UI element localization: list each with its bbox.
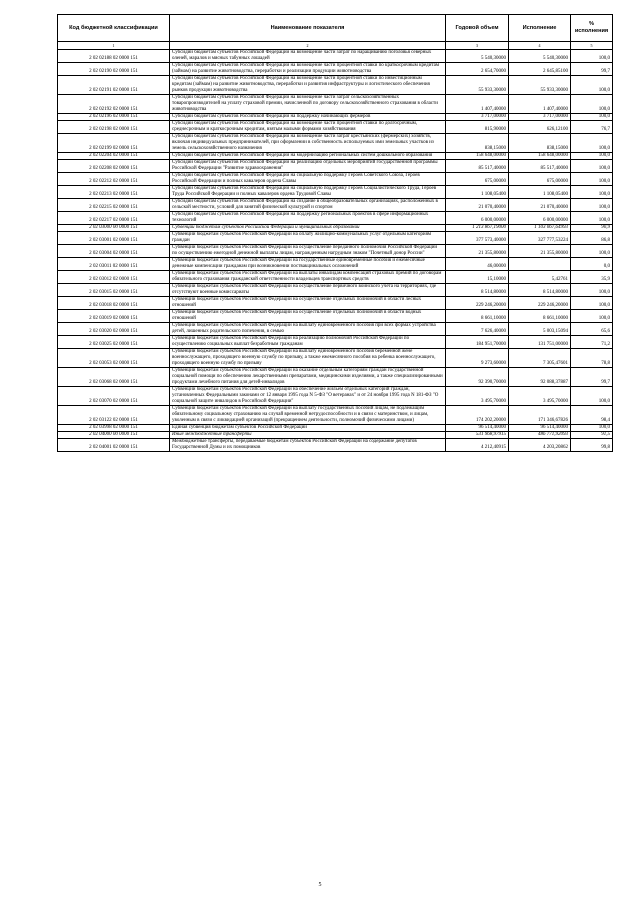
budget-code-cell: 2 02 03998 02 0000 151 xyxy=(58,425,170,432)
budget-execution-table xyxy=(57,14,613,452)
header-code: Код бюджетной классификации xyxy=(58,15,170,42)
indicator-name-cell: Субвенции бюджетам субъектов Российской Федерации на оплату жилищно-коммунальных услуг отдельным категориям граждан xyxy=(170,232,446,245)
execution-cell: 96 514,40000 xyxy=(509,425,571,432)
execution-percent-cell: 35,9 xyxy=(571,271,613,284)
table-row xyxy=(58,271,613,284)
execution-cell: 229 246,20000 xyxy=(509,297,571,310)
execution-percent-cell: 100,0 xyxy=(571,297,613,310)
table-row xyxy=(58,297,613,310)
execution-cell: 55 933,30000 xyxy=(509,76,571,95)
indicator-name-cell: Иные межбюджетные трансферты xyxy=(170,432,446,439)
indicator-name-cell: Субвенции бюджетам субъектов Российской Федерации на реализацию полномочий Российской Федерации по осуществлению социальных выплат безработным гражданам xyxy=(170,336,446,349)
budget-code-cell: 2 02 02215 02 0000 151 xyxy=(58,199,170,212)
table-row xyxy=(58,153,613,160)
execution-percent-cell: 71,2 xyxy=(571,336,613,349)
execution-cell: 21 070,40000 xyxy=(509,199,571,212)
execution-cell: 158 648,00000 xyxy=(509,153,571,160)
execution-percent-cell: 100,0 xyxy=(571,50,613,63)
indicator-name-cell: Субвенции бюджетам субъектов Российской Федерации на выплаты инвалидам компенсаций страховых премий по договорам обязательного страхования гражданской ответственности владельцев транспортных средств xyxy=(170,271,446,284)
indicator-name-cell: Субсидии бюджетам субъектов Российской Федерации на поддержку региональных проектов в сфере информационных технологий xyxy=(170,212,446,225)
indicator-name-cell: Субвенции бюджетам субъектов Российской Федерации на выплату единовременного пособия беременной жене военнослужащего, проходящего военную службу по призыву, а также ежемесячного пособия на ребенка военнослужащего, проходящего военную службу по призыву xyxy=(170,349,446,368)
table-row xyxy=(58,284,613,297)
annual-volume-cell: 531 968,97915 xyxy=(446,432,509,439)
budget-code-cell: 2 02 02188 02 0000 151 xyxy=(58,50,170,63)
execution-percent-cell: 100,0 xyxy=(571,134,613,153)
execution-cell: 8 661,10000 xyxy=(509,310,571,323)
indicator-name-cell: Субвенции бюджетам субъектов Российской Федерации на осуществление отдельных полномочий в области водных отношений xyxy=(170,310,446,323)
budget-code-cell: 2 02 04001 02 0000 151 xyxy=(58,439,170,452)
table-row xyxy=(58,199,613,212)
annual-volume-cell: 377 573,40000 xyxy=(446,232,509,245)
execution-percent-cell: 100,0 xyxy=(571,95,613,114)
execution-cell: 838,15000 xyxy=(509,134,571,153)
execution-percent-cell: 99,7 xyxy=(571,368,613,387)
execution-percent-cell: 100,0 xyxy=(571,245,613,258)
indicator-name-cell: Субвенции бюджетам субъектов Российской Федерации на обеспечение жильем отдельных категорий граждан, установленных Федеральными законами от 12 января 1995 года N 5-ФЗ "О ветеранах" и от 24 ноября 1995 года N 181-ФЗ "О социальной защите инвалидов в Российской Федерации" xyxy=(170,387,446,406)
indicator-name-cell: Субвенции бюджетам субъектов Российской Федерации и муниципальных образований xyxy=(170,225,446,232)
column-number: 5 xyxy=(571,42,613,50)
execution-cell: 6 000,00000 xyxy=(509,212,571,225)
indicator-name-cell: Субвенции бюджетам субъектов Российской Федерации на государственные единовременные пособия и ежемесячные денежные компенсации гражданам при возникновении поствакцинальных осложнений xyxy=(170,258,446,271)
execution-cell: 486 771,92093 xyxy=(509,432,571,439)
execution-percent-cell: 76,7 xyxy=(571,121,613,134)
table-row xyxy=(58,245,613,258)
execution-cell: 4 203,20862 xyxy=(509,439,571,452)
table-body xyxy=(58,50,613,452)
indicator-name-cell: Субвенции бюджетам субъектов Российской Федерации на оказание отдельным категориям граждан государственной социальной помощи по обеспечению лекарственными препаратами, медицинскими изделиями, а также специализированными продуктами лечебного питания для детей-инвалидов xyxy=(170,368,446,387)
execution-percent-cell: 100,0 xyxy=(571,199,613,212)
budget-code-cell: 2 02 03011 02 0000 151 xyxy=(58,258,170,271)
execution-percent-cell: 100,0 xyxy=(571,284,613,297)
budget-code-cell: 2 02 02199 02 0000 151 xyxy=(58,134,170,153)
table-row xyxy=(58,134,613,153)
budget-code-cell: 2 02 03053 02 0000 151 xyxy=(58,349,170,368)
execution-percent-cell: 91,5 xyxy=(571,432,613,439)
execution-percent-cell: 98,4 xyxy=(571,406,613,425)
execution-percent-cell: 0,0 xyxy=(571,258,613,271)
table-row xyxy=(58,387,613,406)
column-number: 2 xyxy=(170,42,446,50)
table-row xyxy=(58,95,613,114)
indicator-name-cell: Субсидии бюджетам субъектов Российской Федерации на социальную поддержку Героев Социалистического Труда, Героев Труда Российской Федерации и полных кавалеров ордена Трудовой Славы xyxy=(170,186,446,199)
annual-volume-cell: 21 355,80000 xyxy=(446,245,509,258)
execution-percent-cell: 100,0 xyxy=(571,160,613,173)
budget-code-cell: 2 02 04000 00 0000 151 xyxy=(58,432,170,439)
indicator-name-cell: Субсидии бюджетам субъектов Российской Федерации на возмещение части процентной ставки по краткосрочным кредитам (займам) на развитие животноводства, переработки и реализации продукции животноводства xyxy=(170,63,446,76)
annual-volume-cell: 1 407,40000 xyxy=(446,95,509,114)
annual-volume-cell: 3 717,00000 xyxy=(446,114,509,121)
execution-cell: 1 103 067,64993 xyxy=(509,225,571,232)
annual-volume-cell: 15,10000 xyxy=(446,271,509,284)
budget-code-cell: 2 02 02208 02 0000 151 xyxy=(58,160,170,173)
annual-volume-cell: 7 626,40000 xyxy=(446,323,509,336)
table-row xyxy=(58,173,613,186)
execution-cell: 327 777,53224 xyxy=(509,232,571,245)
table-row xyxy=(58,212,613,225)
table-row xyxy=(58,114,613,121)
annual-volume-cell: 4 212,40915 xyxy=(446,439,509,452)
annual-volume-cell: 9 273,60000 xyxy=(446,349,509,368)
execution-cell: 3 495,70000 xyxy=(509,387,571,406)
column-number-row xyxy=(58,42,613,50)
budget-table-wrapper xyxy=(57,14,612,452)
annual-volume-cell: 85 517,40000 xyxy=(446,160,509,173)
table-row xyxy=(58,368,613,387)
table-row xyxy=(58,186,613,199)
header-plan: Годовой объем xyxy=(446,15,509,42)
table-row xyxy=(58,225,613,232)
indicator-name-cell: Субвенции бюджетам субъектов Российской Федерации на выплату единовременного пособия при всех формах устройства детей, лишенных родительского попечения, в семью xyxy=(170,323,446,336)
execution-cell: 5 540,30000 xyxy=(509,50,571,63)
header-row xyxy=(58,15,613,42)
column-number: 3 xyxy=(446,42,509,50)
header-pct: % исполнения xyxy=(571,15,613,42)
header-exec: Исполнение xyxy=(509,15,571,42)
table-row xyxy=(58,336,613,349)
annual-volume-cell: 838,15000 xyxy=(446,134,509,153)
budget-code-cell: 2 02 02217 02 0000 151 xyxy=(58,212,170,225)
table-row xyxy=(58,323,613,336)
annual-volume-cell: 1 213 867,19000 xyxy=(446,225,509,232)
budget-code-cell: 2 02 03018 02 0000 151 xyxy=(58,297,170,310)
budget-code-cell: 2 02 02213 02 0000 151 xyxy=(58,186,170,199)
execution-cell: 131 751,00000 xyxy=(509,336,571,349)
execution-percent-cell: 100,0 xyxy=(571,76,613,95)
table-row xyxy=(58,232,613,245)
indicator-name-cell: Субсидии бюджетам субъектов Российской Федерации на возмещение части затрат по наращиванию поголовья северных оленей, маралов и мясных табунных лошадей xyxy=(170,50,446,63)
table-row xyxy=(58,160,613,173)
execution-cell: 85 517,40000 xyxy=(509,160,571,173)
annual-volume-cell: 8 661,10000 xyxy=(446,310,509,323)
budget-code-cell: 2 02 02198 02 0000 151 xyxy=(58,121,170,134)
table-row xyxy=(58,50,613,63)
table-header xyxy=(58,15,613,50)
budget-code-cell: 2 02 02192 02 0000 151 xyxy=(58,95,170,114)
execution-percent-cell: 100,0 xyxy=(571,173,613,186)
annual-volume-cell: 815,90000 xyxy=(446,121,509,134)
budget-code-cell: 2 02 03000 00 0000 151 xyxy=(58,225,170,232)
table-row xyxy=(58,406,613,425)
budget-code-cell: 2 02 02204 02 0000 151 xyxy=(58,153,170,160)
budget-code-cell: 2 02 03068 02 0000 151 xyxy=(58,368,170,387)
execution-percent-cell: 78,8 xyxy=(571,349,613,368)
execution-cell: 8 514,80000 xyxy=(509,284,571,297)
execution-cell: 5 003,15094 xyxy=(509,323,571,336)
table-row xyxy=(58,63,613,76)
budget-code-cell: 2 02 03015 02 0000 151 xyxy=(58,284,170,297)
execution-percent-cell: 100,0 xyxy=(571,114,613,121)
annual-volume-cell: 3 495,70000 xyxy=(446,387,509,406)
execution-percent-cell: 86,8 xyxy=(571,232,613,245)
execution-cell: 2 645,85100 xyxy=(509,63,571,76)
budget-code-cell: 2 02 02212 02 0000 151 xyxy=(58,173,170,186)
execution-cell: 171 346,67826 xyxy=(509,406,571,425)
table-row xyxy=(58,76,613,95)
execution-percent-cell: 90,9 xyxy=(571,225,613,232)
indicator-name-cell: Субвенции бюджетам субъектов Российской Федерации на выплату государственных пособий лицам, не подлежащим обязательному социальному страхованию на случай временной нетрудоспособности и в связи с материнством, и лицам, уволенным в связи с ликвидацией организаций (прекращением деятельности, полномочий физическими лицами) xyxy=(170,406,446,425)
execution-cell: 3 717,00000 xyxy=(509,114,571,121)
budget-code-cell: 2 02 02191 02 0000 151 xyxy=(58,76,170,95)
indicator-name-cell: Субсидии бюджетам субъектов Российской Федерации на возмещение части затрат крестьянских (фермерских) хозяйств, включая индивидуальных предпринимателей, при оформлении в собственность используемых ими земельных участков из земель сельскохозяйственного назначения xyxy=(170,134,446,153)
execution-percent-cell: 100,0 xyxy=(571,425,613,432)
column-number: 1 xyxy=(58,42,170,50)
annual-volume-cell: 174 202,20000 xyxy=(446,406,509,425)
indicator-name-cell: Субвенции бюджетам субъектов Российской Федерации на осуществление переданного полномочия Российской Федерации по осуществлению ежегодной денежной выплаты лицам, награжденным нагрудным знаком "Почетный донор России" xyxy=(170,245,446,258)
indicator-name-cell: Субсидии бюджетам субъектов Российской Федерации на возмещение части процентной ставки по долгосрочным, среднесрочным и краткосрочным кредитам, взятым малыми формами хозяйствования xyxy=(170,121,446,134)
execution-percent-cell: 99,8 xyxy=(571,439,613,452)
annual-volume-cell: 675,00000 xyxy=(446,173,509,186)
execution-cell: 21 355,80000 xyxy=(509,245,571,258)
execution-cell: 7 305,47601 xyxy=(509,349,571,368)
budget-code-cell: 2 02 03122 02 0000 151 xyxy=(58,406,170,425)
annual-volume-cell: 2 654,70000 xyxy=(446,63,509,76)
budget-code-cell: 2 02 02196 02 0000 151 xyxy=(58,114,170,121)
annual-volume-cell: 55 933,30000 xyxy=(446,76,509,95)
annual-volume-cell: 5 540,30000 xyxy=(446,50,509,63)
annual-volume-cell: 8 514,80000 xyxy=(446,284,509,297)
execution-cell: 92 088,37887 xyxy=(509,368,571,387)
table-row xyxy=(58,349,613,368)
page-number: 5 xyxy=(318,882,322,888)
budget-code-cell: 2 02 03020 02 0000 151 xyxy=(58,323,170,336)
annual-volume-cell: 21 070,40000 xyxy=(446,199,509,212)
execution-percent-cell: 99,7 xyxy=(571,63,613,76)
indicator-name-cell: Межбюджетные трансферты, передаваемые бюджетам субъектов Российской Федерации на содержание депутатов Государственной Думы и их помощников xyxy=(170,439,446,452)
annual-volume-cell: 6 000,00000 xyxy=(446,212,509,225)
indicator-name-cell: Субсидии бюджетам субъектов Российской Федерации на создание в общеобразовательных организациях, расположенных в сельской местности, условий для занятий физической культурой и спортом xyxy=(170,199,446,212)
execution-cell: 675,00000 xyxy=(509,173,571,186)
table-row xyxy=(58,439,613,452)
column-number: 4 xyxy=(509,42,571,50)
execution-percent-cell: 65,6 xyxy=(571,323,613,336)
table-row xyxy=(58,121,613,134)
indicator-name-cell: Субсидии бюджетам субъектов Российской Федерации на возмещение части затрат сельскохозяйственных товаропроизводителей на уплату страховой премии, начисленной по договору сельскохозяйственного страхования в области животноводства xyxy=(170,95,446,114)
budget-code-cell: 2 02 03025 02 0000 151 xyxy=(58,336,170,349)
budget-code-cell: 2 02 03070 02 0000 151 xyxy=(58,387,170,406)
table-row xyxy=(58,425,613,432)
indicator-name-cell: Субсидии бюджетам субъектов Российской Федерации на модернизацию региональных систем дошкольного образования xyxy=(170,153,446,160)
indicator-name-cell: Единая субвенция бюджетам субъектов Российской Федерации xyxy=(170,425,446,432)
annual-volume-cell: 229 246,20000 xyxy=(446,297,509,310)
budget-code-cell: 2 02 03004 02 0000 151 xyxy=(58,245,170,258)
annual-volume-cell: 46,00000 xyxy=(446,258,509,271)
execution-cell: 1 108,05400 xyxy=(509,186,571,199)
annual-volume-cell: 184 951,70000 xyxy=(446,336,509,349)
annual-volume-cell: 96 514,40000 xyxy=(446,425,509,432)
indicator-name-cell: Субсидии бюджетам субъектов Российской Федерации на реализацию отдельных мероприятий государственной программы Российской Федерации "Развитие здравоохранения" xyxy=(170,160,446,173)
execution-percent-cell: 100,0 xyxy=(571,212,613,225)
execution-percent-cell: 100,0 xyxy=(571,310,613,323)
execution-cell: 5,42761 xyxy=(509,271,571,284)
table-row xyxy=(58,432,613,439)
execution-cell xyxy=(509,258,571,271)
annual-volume-cell: 158 648,00000 xyxy=(446,153,509,160)
execution-cell: 1 407,40000 xyxy=(509,95,571,114)
indicator-name-cell: Субсидии бюджетам субъектов Российской Федерации на поддержку начинающих фермеров xyxy=(170,114,446,121)
annual-volume-cell: 1 108,05400 xyxy=(446,186,509,199)
indicator-name-cell: Субвенции бюджетам субъектов Российской Федерации на осуществление отдельных полномочий в области лесных отношений xyxy=(170,297,446,310)
execution-cell: 626,12100 xyxy=(509,121,571,134)
execution-percent-cell: 100,0 xyxy=(571,153,613,160)
budget-code-cell: 2 02 03019 02 0000 151 xyxy=(58,310,170,323)
header-name: Наименование показателя xyxy=(170,15,446,42)
annual-volume-cell: 92 390,70000 xyxy=(446,368,509,387)
indicator-name-cell: Субвенции бюджетам субъектов Российской Федерации на осуществление первичного воинского учета на территориях, где отсутствуют военные комиссариаты xyxy=(170,284,446,297)
execution-percent-cell: 100,0 xyxy=(571,186,613,199)
budget-code-cell: 2 02 03012 02 0000 151 xyxy=(58,271,170,284)
table-row xyxy=(58,258,613,271)
budget-code-cell: 2 02 02190 02 0000 151 xyxy=(58,63,170,76)
execution-percent-cell: 100,0 xyxy=(571,387,613,406)
budget-code-cell: 2 02 03001 02 0000 151 xyxy=(58,232,170,245)
table-row xyxy=(58,310,613,323)
indicator-name-cell: Субсидии бюджетам субъектов Российской Федерации на возмещение части процентной ставки по инвестиционным кредитам (займам) на развитие животноводства, переработки и развития инфраструктуры и логистического обеспечения рынков продукции животноводства xyxy=(170,76,446,95)
indicator-name-cell: Субсидии бюджетам субъектов Российской Федерации на социальную поддержку Героев Советского Союза, Героев Российской Федерации и полных кавалеров ордена Славы xyxy=(170,173,446,186)
